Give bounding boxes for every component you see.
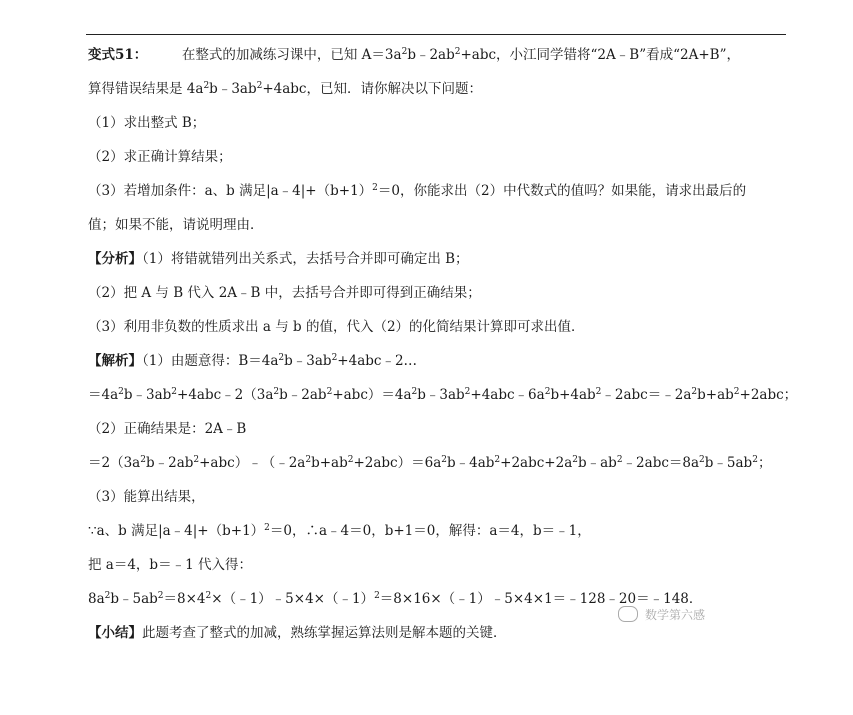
question-3: （3）若增加条件：a、b 满足$|a﹣4|+(b+1)^2=0$，你能求出（2）中代数式的值吗？如果能，请求出最后的	[88, 183, 747, 199]
solution-6: ∵a、b 满足$|a﹣4|+(b+1)^2=0$，∴a﹣4＝0，b+1＝0，解得：a＝4，b＝﹣1，	[88, 523, 591, 539]
solution-tag: 【解析】	[88, 353, 142, 369]
analysis-1: 【分析】（1）将错就错列出关系式，去括号合并即可确定出 B；	[88, 251, 469, 267]
analysis-3: （3）利用非负数的性质求出 a 与 b 的值，代入（2）的化简结果计算即可求出值．	[88, 319, 585, 335]
problem-label: 变式51：	[88, 47, 148, 63]
solution-3: （2）正确结果是：2A﹣B	[88, 421, 247, 437]
solution-8: $8a^2b﹣5ab^2=8\times 4^2\times(﹣1)﹣5\times 4\times(﹣1)^2=8\times 16\times(﹣1)﹣5\times 4\times 1=﹣128﹣20=﹣148$．	[88, 591, 703, 607]
question-1: （1）求出整式 B；	[88, 115, 206, 131]
solution-5: （3）能算出结果，	[88, 489, 205, 505]
analysis-tag: 【分析】	[88, 251, 142, 267]
solution-4: $=2(3a^2b﹣2ab^2+abc)﹣(﹣2a^2b+ab^2+2abc)=6a^2b﹣4ab^2+2abc+2a^2b﹣ab^2﹣2abc=8a^2b﹣5ab^2$；	[88, 455, 772, 471]
solution-2: $=4a^2b﹣3ab^2+4abc﹣2(3a^2b﹣2ab^2+abc)=4a^2b﹣3ab^2+4abc﹣6a^2b+4ab^2﹣2abc=﹣2a^2b+ab^2+2abc$；	[88, 387, 798, 403]
problem-line-1: 变式51： 在整式的加减练习课中，已知 $A=3a^2b﹣2ab^2+abc$，小江同学错将“2A﹣B”看成“2A+B”，	[88, 47, 740, 63]
solution-7: 把 a＝4，b＝﹣1 代入得：	[88, 557, 252, 573]
top-rule	[86, 34, 786, 35]
summary: 【小结】此题考查了整式的加减，熟练掌握运算法则是解本题的关键．	[88, 625, 507, 641]
summary-tag: 【小结】	[88, 625, 142, 641]
problem-line-2: 算得错误结果是 $4a^2b﹣3ab^2+4abc$，已知．请你解决以下问题：	[88, 81, 482, 97]
solution-1: 【解析】（1）由题意得：$B=4a^2b﹣3ab^2+4abc﹣2\dots$	[88, 353, 418, 369]
analysis-2: （2）把 A 与 B 代入 2A﹣B 中，去括号合并即可得到正确结果；	[88, 285, 481, 301]
question-3-cont: 值；如果不能，请说明理由．	[88, 217, 264, 233]
question-2: （2）求正确计算结果；	[88, 149, 232, 165]
watermark: 数学第六感	[645, 608, 706, 622]
watermark-chat-icon	[618, 606, 638, 622]
